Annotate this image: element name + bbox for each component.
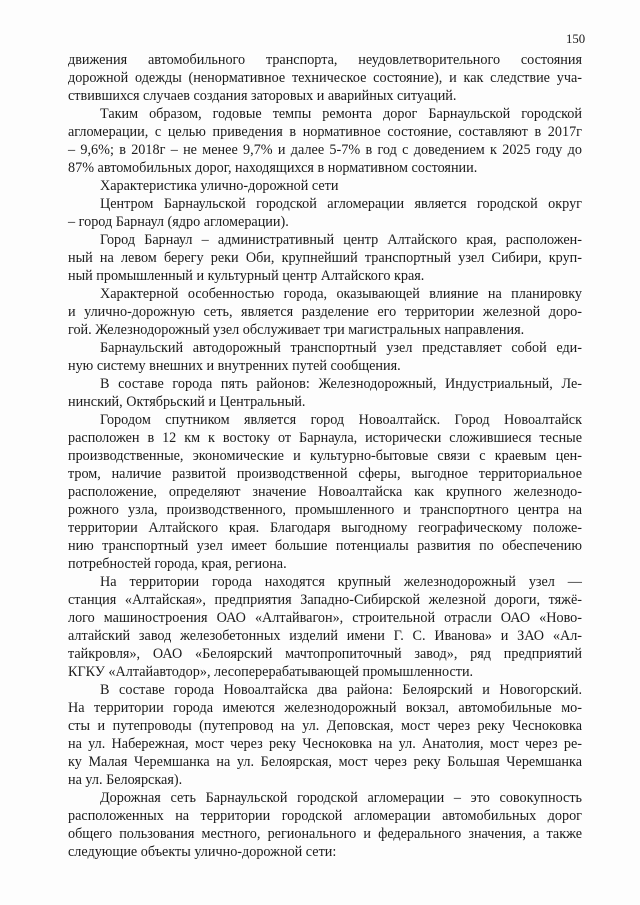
text-line: агломерации, с целью приведения в нормативное состояние, составляют в 2017г xyxy=(68,124,582,140)
text-line: 87% автомобильных дорог, находящихся в нормативном состоянии. xyxy=(68,160,478,176)
text-line: В составе города Новоалтайска два района: Белоярский и Новогорский. xyxy=(100,682,582,698)
page-number: 150 xyxy=(566,32,586,46)
text-line: Таким образом, годовые темпы ремонта дорог Барнаульской городской xyxy=(100,106,582,122)
text-line: нинский, Октябрьский и Центральный. xyxy=(68,394,306,410)
text-line: Центром Барнаульской городской агломерации является городской округ xyxy=(100,196,582,212)
text-line: – город Барнаул (ядро агломерации). xyxy=(68,214,289,230)
text-line: – 9,6%; в 2018г – не менее 9,7% и далее 5-7% в год с доведением к 2025 году до xyxy=(68,142,582,158)
text-line: гой. Железнодорожный узел обслуживает три магистральных направления. xyxy=(68,322,525,338)
text-line: производственные, экономические и культурно-бытовые связи с краевым цен- xyxy=(68,448,582,464)
text-line: На территории города имеются железнодорожный вокзал, автомобильные мо- xyxy=(68,700,582,716)
text-line: ный на левом берегу реки Оби, крупнейший транспортный узел Сибири, круп- xyxy=(68,250,582,266)
text-line: следующие объекты улично-дорожной сети: xyxy=(68,844,337,860)
text-line: тром, наличие развитой производственной сферы, выгодное территориальное xyxy=(68,466,582,482)
text-line: расположение, определяют значение Новоалтайска как крупного железнодо- xyxy=(68,484,582,500)
text-line: Характеристика улично-дорожной сети xyxy=(100,178,339,194)
text-line: дорожной одежды (ненормативное техническое состояние), и как следствие уча- xyxy=(68,70,582,86)
text-line: движения автомобильного транспорта, неудовлетворительного состояния xyxy=(68,52,582,68)
text-line: На территории города находятся крупный железнодорожный узел — xyxy=(100,574,582,590)
text-line: лого машиностроения ОАО «Алтайвагон», строительной отрасли ОАО «Ново- xyxy=(68,610,582,626)
text-line: общего пользования местного, регионального и федерального значения, а также xyxy=(68,826,582,842)
text-line: ку Малая Черемшанка на ул. Белоярская, мост через реку Большая Черемшанка xyxy=(68,754,582,770)
text-line: нию транспортный узел имеет большие потенциалы развития по обеспечению xyxy=(68,538,582,554)
text-line: В составе города пять районов: Железнодорожный, Индустриальный, Ле- xyxy=(100,376,582,392)
text-line: расположенных на территории городской агломерации автомобильных дорог xyxy=(68,808,582,824)
text-line: ную систему внешних и внутренних путей сообщения. xyxy=(68,358,401,374)
text-line: Дорожная сеть Барнаульской городской агломерации – это совокупность xyxy=(100,790,582,806)
text-line: и улично-дорожную сеть, является разделение его территории железной доро- xyxy=(68,304,582,320)
text-line: ствившихся случаев создания заторовых и аварийных ситуаций. xyxy=(68,88,457,104)
text-line: расположен в 12 км к востоку от Барнаула, исторически сложившиеся тесные xyxy=(68,430,582,446)
text-line: Характерной особенностью города, оказывающей влияние на планировку xyxy=(100,286,582,302)
text-line: Городом спутником является город Новоалтайск. Город Новоалтайск xyxy=(100,412,582,428)
text-line: на ул. Белоярская). xyxy=(68,772,183,788)
text-line: тайкровля», ОАО «Белоярский мачтопропиточный завод», ряд предприятий xyxy=(68,646,582,662)
text-line: на ул. Набережная, мост через реку Чесноковка на ул. Анатолия, мост через ре- xyxy=(68,736,582,752)
text-line: алтайский завод железобетонных изделий имени Г. С. Иванова» и ЗАО «Ал- xyxy=(68,628,582,644)
text-line: сты и путепроводы (путепровод на ул. Деповская, мост через реку Чесноковка xyxy=(68,718,582,734)
text-line: Город Барнаул – административный центр Алтайского края, расположен- xyxy=(100,232,582,248)
text-line: территории Алтайского края. Благодаря выгодному географическому положе- xyxy=(68,520,582,536)
text-line: рожного узла, производственного, промышленного и транспортного центра на xyxy=(68,502,582,518)
text-line: Барнаульский автодорожный транспортный узел представляет собой еди- xyxy=(100,340,582,356)
text-line: станция «Алтайская», предприятия Западно-Сибирской железной дороги, тяжё- xyxy=(68,592,582,608)
text-line: ный промышленный и культурный центр Алтайского края. xyxy=(68,268,425,284)
text-line: потребностей города, края, региона. xyxy=(68,556,287,572)
text-line: КГКУ «Алтайавтодор», лесоперерабатывающей промышленности. xyxy=(68,664,474,680)
